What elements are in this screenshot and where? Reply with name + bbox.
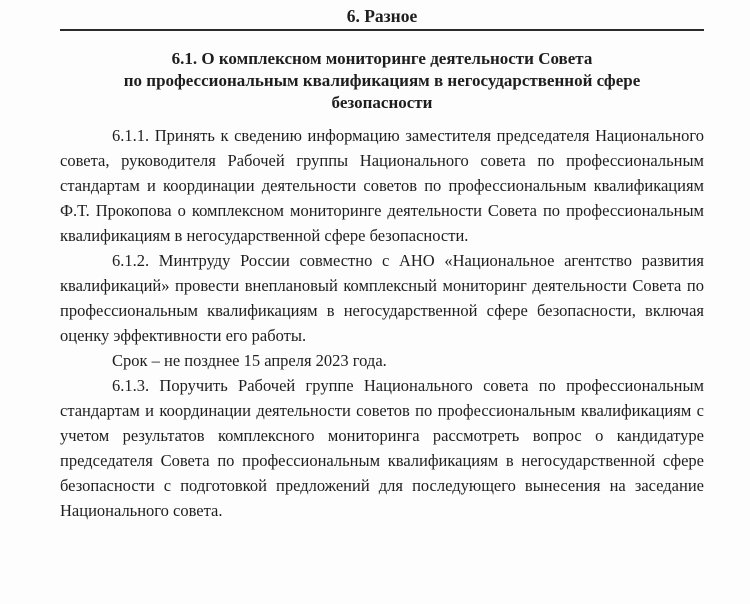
subsection-title-line-3: безопасности [331,93,433,112]
paragraph-6-1-2: 6.1.2. Минтруду России совместно с АНО «Национальное агентство развития квалификаций» провести внеплановый комплексный мониторинг деятельности Совета по профессиональным квалификациям в негосударственной сфере безопасности, включая оценку эффективности его работы. [60,251,704,345]
section-header [60,5,704,31]
subsection-title-line-1: 6.1. О комплексном мониторинге деятельности Совета [171,49,593,68]
subsection-title [60,48,704,114]
body-text [60,123,704,523]
subsection-title-line-2: по профессиональным квалификациям в негосударственной сфере [123,71,641,90]
text-column [60,5,704,523]
paragraph-6-1-3: 6.1.3. Поручить Рабочей группе Национального совета по профессиональным стандартам и координации деятельности советов по профессиональным квалификациям с учетом результатов комплексного мониторинга рассмотреть вопрос о кандидатуре председателя Совета по профессиональным квалификациям в негосударственной сфере безопасности с подготовкой предложений для последующего вынесения на заседание Национального совета. [60,376,704,520]
deadline-line: Срок – не позднее 15 апреля 2023 года. [112,351,387,370]
section-header-text: 6. Разное [346,6,418,26]
paragraph-6-1-1: 6.1.1. Принять к сведению информацию заместителя председателя Национального совета, руководителя Рабочей группы Национального совета по профессиональным стандартам и координации деятельности советов по профессиональным квалификациям Ф.Т. Прокопова о комплексном мониторинге деятельности Совета по профессиональным квалификациям в негосударственной сфере безопасности. [60,126,704,245]
